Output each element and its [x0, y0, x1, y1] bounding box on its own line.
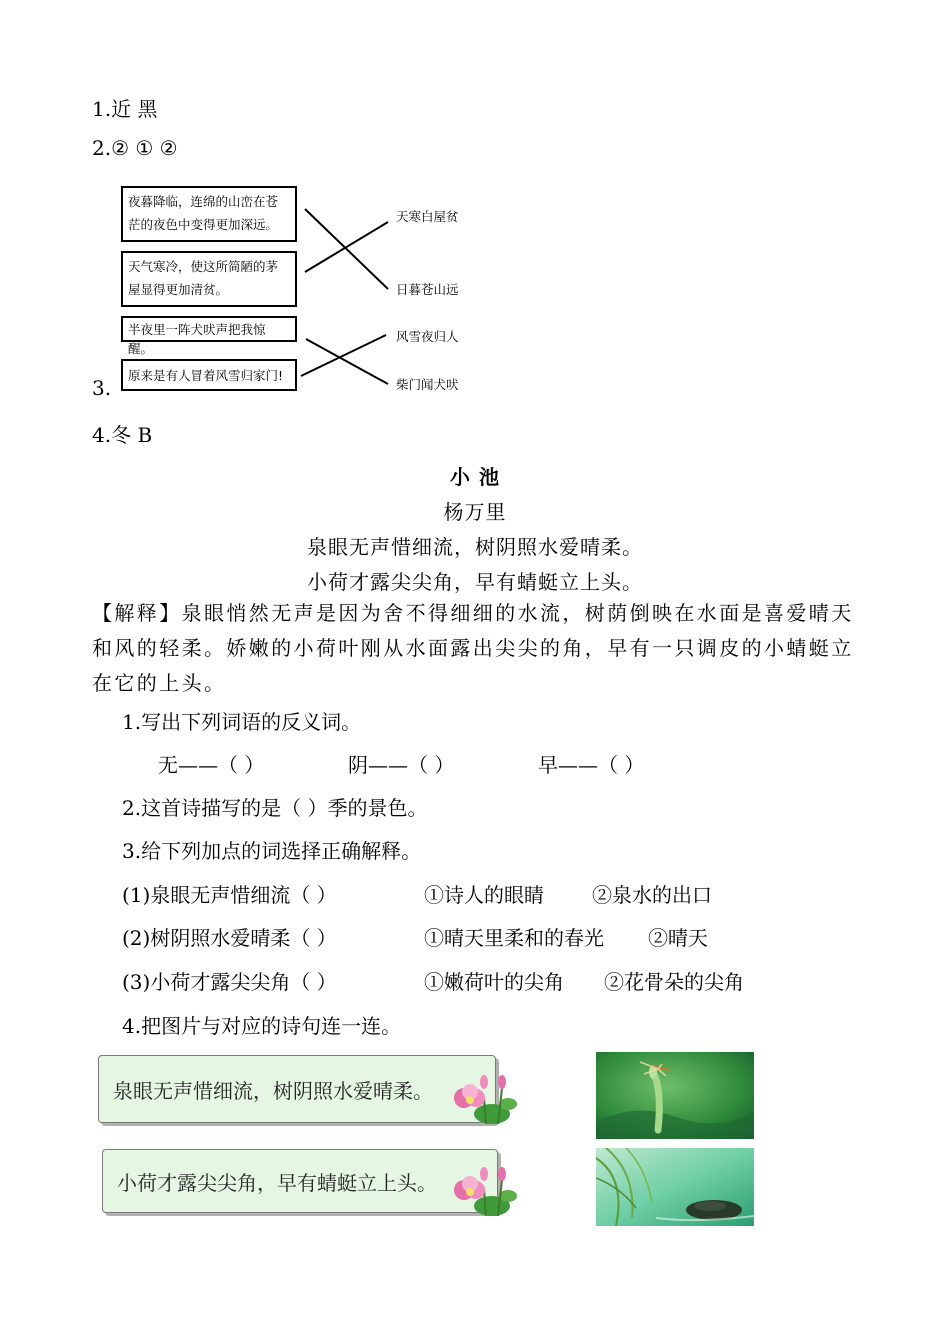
- match-line-3: [306, 339, 388, 384]
- dragonfly-lotus-photo[interactable]: [596, 1052, 754, 1139]
- q3-row-3-option-2: ②花骨朵的尖角: [604, 970, 744, 994]
- match-box-1: 夜暮降临，连绵的山峦在苍茫的夜色中变得更加深远。: [121, 186, 297, 242]
- spring-willow-photo[interactable]: [596, 1148, 754, 1226]
- poem-card-1[interactable]: [98, 1055, 496, 1123]
- answer-3-number: 3.: [92, 376, 112, 400]
- antonym-item-3: 早——（ ）: [538, 753, 645, 777]
- match-box-4: 原来是有人冒着风雪归家门!: [121, 359, 297, 391]
- question-4: 4.把图片与对应的诗句连一连。: [122, 1014, 402, 1038]
- match-box-3: 半夜里一阵犬吠声把我惊醒。: [121, 316, 297, 342]
- question-3: 3.给下列加点的词选择正确解释。: [122, 839, 422, 863]
- antonym-item-1: 无——（ ）: [158, 753, 265, 777]
- q3-row-3-stem: (3)小荷才露尖尖角（ ）: [122, 970, 337, 994]
- match-label-3: 风雪夜归人: [396, 329, 459, 344]
- match-label-4: 柴门闻犬吠: [396, 377, 459, 392]
- match-line-2: [305, 222, 388, 272]
- q3-row-2-stem: (2)树阴照水爱晴柔（ ）: [122, 926, 337, 950]
- q3-row-1-stem: (1)泉眼无声惜细流（ ）: [122, 883, 337, 907]
- lotus-decoration-icon: [440, 1160, 522, 1220]
- q3-row-3-option-1: ①嫩荷叶的尖角: [424, 970, 564, 994]
- poem-line-2: 小荷才露尖尖角，早有蜻蜓立上头。: [307, 570, 643, 594]
- match-line-4: [301, 335, 386, 376]
- poem-author: 杨万里: [443, 500, 507, 524]
- answer-2: 2.② ① ②: [92, 136, 178, 160]
- q3-row-2-option-2: ②晴天: [648, 926, 708, 950]
- question-1: 1.写出下列词语的反义词。: [122, 710, 362, 734]
- poem-card-2[interactable]: [102, 1149, 498, 1213]
- poem-explanation: 【解释】泉眼悄然无声是因为舍不得细细的水流，树荫倒映在水面是喜爱晴天和风的轻柔。娇嫩的小荷叶刚从水面露出尖尖的角，早有一只调皮的小蜻蜓立在它的上头。: [92, 601, 854, 695]
- question-2: 2.这首诗描写的是（ ）季的景色。: [122, 796, 428, 820]
- poem-title: 小 池: [450, 465, 500, 489]
- matching-lines: [0, 0, 950, 420]
- match-box-2: 天气寒冷，使这所简陋的茅屋显得更加清贫。: [121, 251, 297, 307]
- lotus-decoration-icon: [440, 1068, 522, 1128]
- antonym-item-2: 阴——（ ）: [348, 753, 455, 777]
- q3-row-1-option-2: ②泉水的出口: [592, 883, 712, 907]
- poem-card-2-text: 小荷才露尖尖角，早有蜻蜓立上头。: [117, 1170, 437, 1195]
- q3-row-2-option-1: ①晴天里柔和的春光: [424, 926, 604, 950]
- poem-card-1-text: 泉眼无声惜细流，树阴照水爱晴柔。: [113, 1078, 433, 1103]
- answer-1: 1.近 黑: [92, 97, 158, 121]
- match-line-1: [305, 209, 388, 289]
- match-label-1: 天寒白屋贫: [396, 209, 459, 224]
- poem-line-1: 泉眼无声惜细流，树阴照水爱晴柔。: [307, 535, 643, 559]
- q3-row-1-option-1: ①诗人的眼睛: [424, 883, 544, 907]
- match-label-2: 日暮苍山远: [396, 282, 459, 297]
- answer-4: 4.冬 B: [92, 423, 153, 447]
